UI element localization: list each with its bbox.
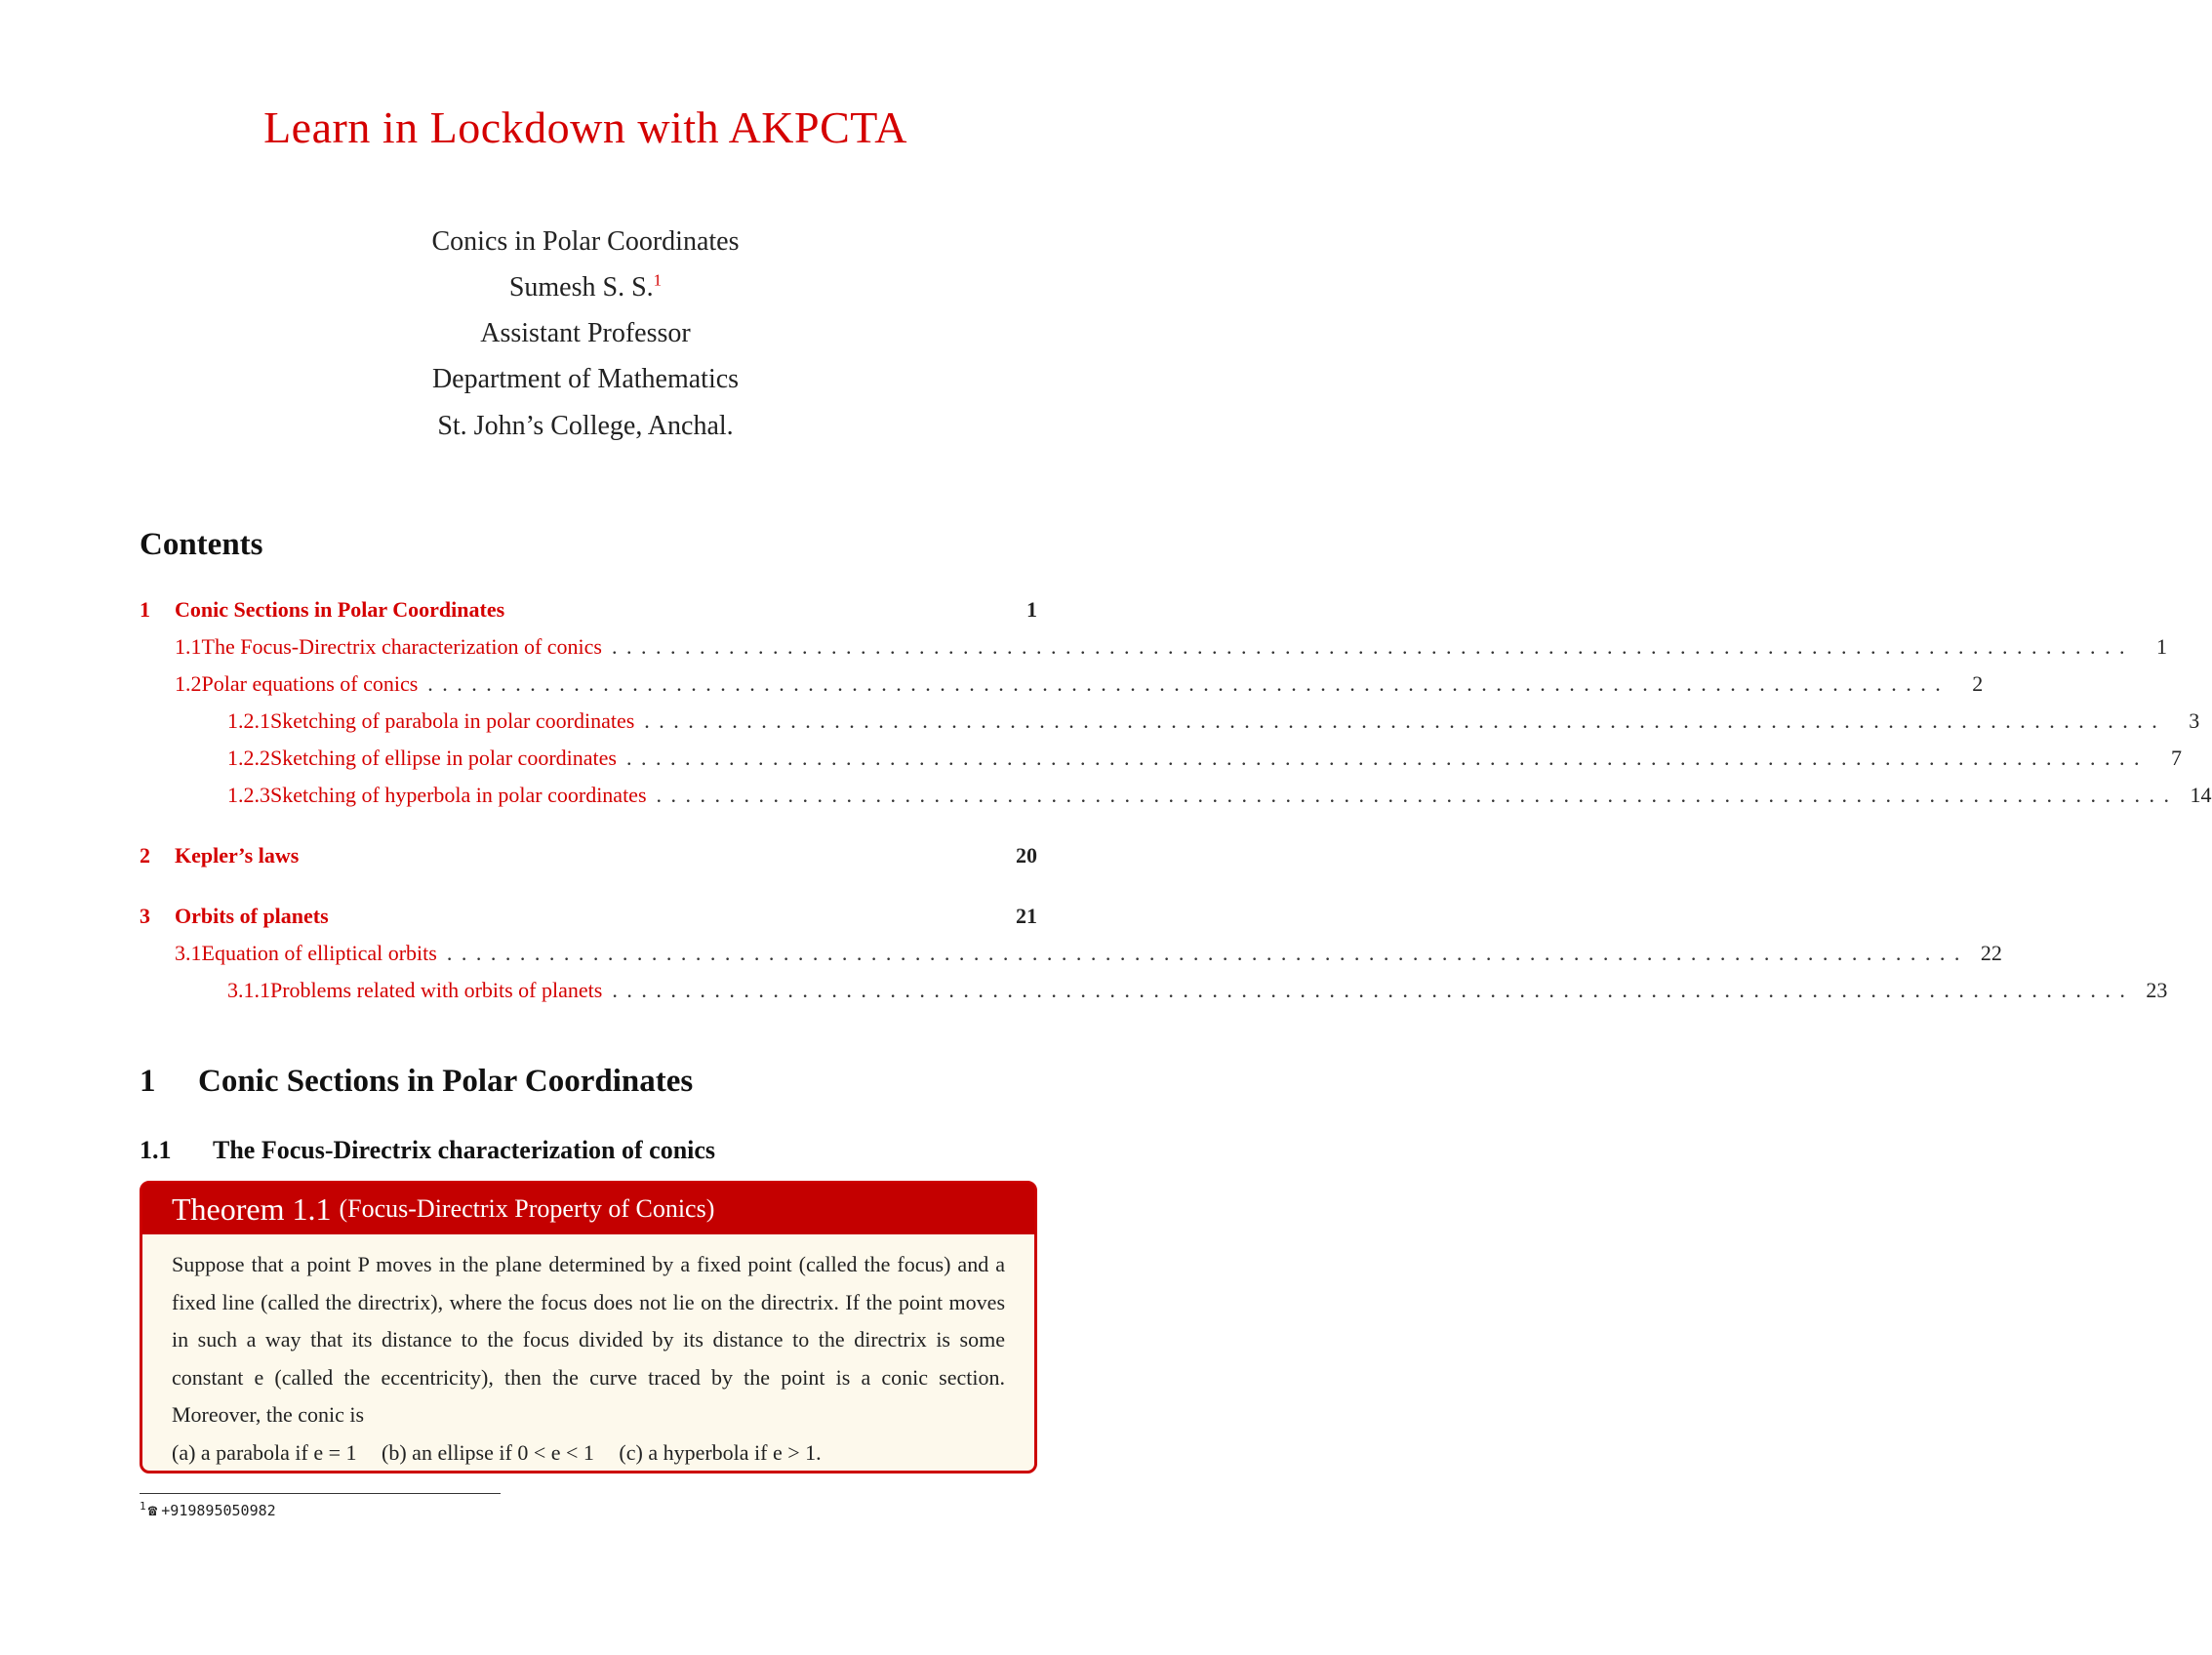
- toc-entry[interactable]: [140, 597, 1037, 632]
- subsection-heading: [140, 1136, 715, 1165]
- toc-entry-label[interactable]: Kepler’s laws: [175, 843, 300, 868]
- toc-entry[interactable]: [140, 843, 1037, 878]
- toc-entry-number: 3: [140, 904, 150, 928]
- subsection-title: The Focus-Directrix characterization of conics: [213, 1136, 716, 1164]
- section-title: Conic Sections in Polar Coordinates: [198, 1064, 694, 1099]
- toc-dot-leader: ........................................................................................................: [427, 671, 1951, 696]
- toc-entry-page: 1: [1026, 597, 1037, 622]
- toc-entry-label[interactable]: The Focus-Directrix characterization of conics: [201, 634, 602, 659]
- toc-entry-page: 2: [1972, 671, 1984, 696]
- phone-icon: ☎: [147, 1501, 158, 1519]
- toc-entry[interactable]: [140, 746, 2182, 781]
- footnote-mark: 1: [140, 1500, 146, 1513]
- toc-entry-number: 1.2.2: [227, 746, 270, 770]
- toc-entry-page: 3: [2189, 708, 2200, 733]
- toc-dot-leader: ........................................................................................................: [644, 708, 2167, 733]
- toc-entry-number: 1.2: [175, 671, 202, 696]
- theorem-header: [142, 1184, 1034, 1234]
- theorem-statement: Suppose that a point P moves in the plane determined by a fixed point (called the focus) and a fixed line (called the directrix), where the focus does not lie on the directrix. If the point moves in such a way that its distance to the focus divided by its distance to the directrix is some constant e (called the eccentricity), then the curve traced by the point is a conic section. Moreover, the conic is: [172, 1252, 1005, 1427]
- toc-entry-label[interactable]: Problems related with orbits of planets: [270, 978, 603, 1002]
- toc-entry[interactable]: [140, 783, 2212, 818]
- toc-entry[interactable]: [140, 904, 1037, 939]
- page-title: Learn in Lockdown with AKPCTA: [263, 102, 907, 152]
- toc-entry[interactable]: [140, 671, 1984, 706]
- toc-entry[interactable]: [140, 941, 2002, 976]
- theorem-name: Theorem 1.1: [172, 1191, 332, 1227]
- footnote-reference[interactable]: 1: [653, 270, 663, 290]
- author-position: Assistant Professor: [480, 318, 691, 348]
- theorem-body: [142, 1234, 1034, 1472]
- theorem-title: (Focus-Directrix Property of Conics): [339, 1194, 715, 1223]
- footnote-rule: [140, 1493, 501, 1494]
- author-department: Department of Mathematics: [431, 364, 740, 394]
- toc-entry[interactable]: [140, 978, 2168, 1013]
- toc-entry-label[interactable]: Orbits of planets: [175, 904, 329, 928]
- theorem-cases: [172, 1434, 1005, 1473]
- toc-entry-label[interactable]: Sketching of parabola in polar coordinates: [270, 708, 635, 733]
- toc-entry-number: 2: [140, 843, 150, 868]
- toc-entry[interactable]: [140, 634, 2167, 669]
- toc-entry-page: 20: [1016, 843, 1037, 868]
- toc-entry-page: 7: [2170, 746, 2182, 770]
- author-college: St. John’s College, Anchal.: [437, 411, 734, 441]
- author-name: Sumesh S. S.: [508, 272, 654, 303]
- toc-entry[interactable]: [140, 708, 2200, 744]
- toc-entry-label[interactable]: Sketching of hyperbola in polar coordinates: [270, 783, 647, 807]
- toc-entry-label[interactable]: Equation of elliptical orbits: [201, 941, 437, 965]
- footnote-phone: +919895050982: [161, 1502, 276, 1519]
- theorem-box: [140, 1181, 1037, 1473]
- toc-dot-leader: ........................................................................................................: [612, 978, 2135, 1002]
- toc-entry-page: 1: [2155, 634, 2167, 659]
- toc-entry-number: 3.1: [175, 941, 202, 965]
- toc-dot-leader: ........................................................................................................: [656, 783, 2179, 807]
- theorem-case-parabola: (a) a parabola if e = 1: [172, 1439, 357, 1465]
- theorem-case-ellipse: (b) an ellipse if 0 < e < 1: [382, 1439, 594, 1465]
- section-heading: [140, 1064, 693, 1100]
- toc-entry-page: 21: [1016, 904, 1037, 928]
- toc-entry-number: 1.2.1: [227, 708, 270, 733]
- toc-entry-page: 14: [2190, 783, 2212, 807]
- document-topic: Conics in Polar Coordinates: [431, 226, 740, 257]
- footnote: [140, 1501, 276, 1519]
- toc-entry-page: 22: [1980, 941, 2002, 965]
- section-number: 1: [140, 1064, 156, 1099]
- toc-entry-number: 1.1: [175, 634, 202, 659]
- subsection-number: 1.1: [140, 1136, 172, 1164]
- toc-entry-number: 3.1.1: [227, 978, 270, 1002]
- author-line: [0, 272, 1171, 303]
- toc-entry-label[interactable]: Conic Sections in Polar Coordinates: [175, 597, 505, 622]
- toc-dot-leader: ........................................................................................................: [446, 941, 1969, 965]
- theorem-case-hyperbola: (c) a hyperbola if e > 1.: [619, 1439, 822, 1465]
- toc-entry-number: 1: [140, 597, 150, 622]
- contents-heading: Contents: [140, 527, 263, 562]
- toc-entry-page: 23: [2146, 978, 2168, 1002]
- toc-entry-label[interactable]: Sketching of ellipse in polar coordinates: [270, 746, 617, 770]
- toc-entry-label[interactable]: Polar equations of conics: [201, 671, 419, 696]
- toc-entry-number: 1.2.3: [227, 783, 270, 807]
- toc-dot-leader: ........................................................................................................: [625, 746, 2149, 770]
- toc-dot-leader: ........................................................................................................: [611, 634, 2134, 659]
